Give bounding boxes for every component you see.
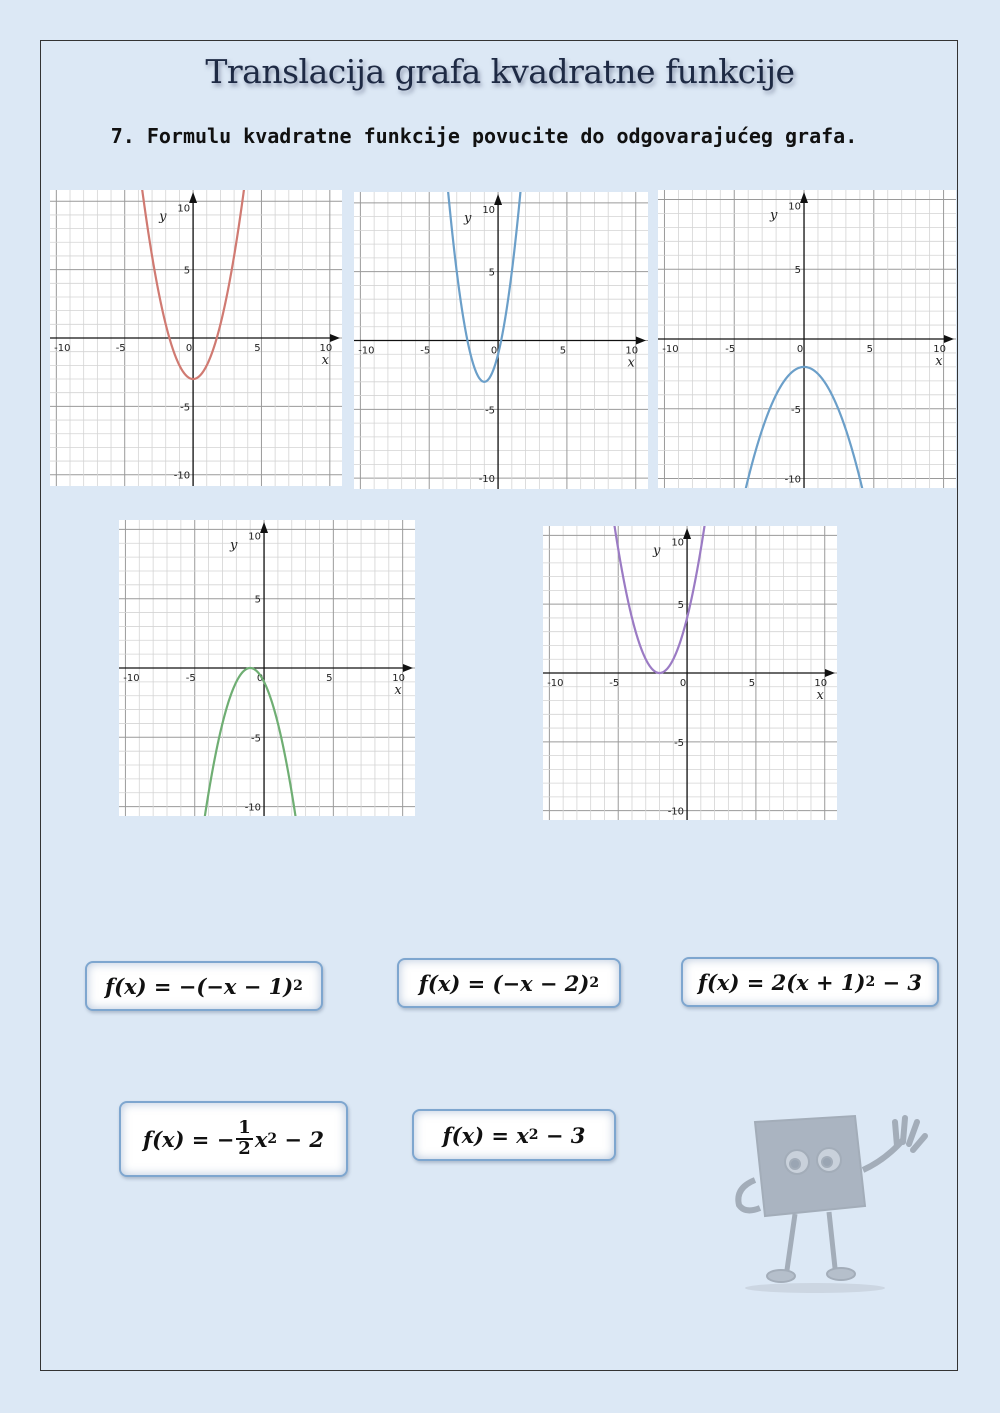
- page-title: Translacija grafa kvadratne funkcije: [205, 52, 795, 91]
- x-axis-arrow: [825, 669, 835, 677]
- x-tick-label: 5: [326, 673, 333, 684]
- graph-blue-down[interactable]: [658, 190, 956, 488]
- y-tick-label: -5: [485, 405, 496, 417]
- x-axis-arrow: [403, 664, 413, 672]
- x-tick-label: 10: [933, 344, 946, 355]
- graph-purple[interactable]: [543, 526, 837, 820]
- formula-3-rest: − 3: [875, 969, 923, 995]
- x-tick-label: -5: [420, 345, 431, 357]
- x-tick-label: 10: [625, 345, 639, 357]
- y-tick-label: 10: [248, 531, 262, 543]
- y-axis-label: y: [464, 211, 472, 227]
- y-tick-label: 5: [794, 265, 802, 277]
- y-tick-label: -10: [173, 470, 191, 482]
- graph-blue-down-plot: [658, 190, 956, 488]
- x-axis-arrow: [944, 335, 954, 343]
- formula-4-numerator: 1: [238, 1117, 251, 1139]
- formula-4-fraction: [236, 1119, 253, 1159]
- x-axis-label: x: [627, 355, 635, 371]
- formula-4-rest: − 2: [277, 1126, 324, 1152]
- formula-5-rest: − 3: [538, 1122, 586, 1148]
- y-tick-label: 5: [254, 594, 262, 606]
- x-tick-label: 0: [796, 344, 804, 355]
- x-tick-label: -10: [662, 344, 679, 355]
- graph-purple-plot: [543, 526, 837, 820]
- x-tick-label: 5: [866, 344, 873, 355]
- formula-card-5[interactable]: [412, 1109, 616, 1161]
- y-axis-arrow: [260, 522, 268, 533]
- formula-3-exp: 2: [865, 974, 876, 990]
- x-tick-label: -10: [547, 678, 564, 689]
- formula-card-4[interactable]: [119, 1101, 348, 1177]
- y-axis-label: y: [230, 537, 238, 553]
- y-axis-arrow: [683, 528, 691, 539]
- x-tick-label: 0: [185, 343, 193, 354]
- x-axis-arrow: [636, 337, 646, 345]
- y-tick-label: -10: [244, 802, 262, 814]
- instruction-text: 7. Formulu kvadratne funkcije povucite do odgovarajućeg grafa.: [110, 124, 858, 148]
- y-tick-label: 10: [482, 204, 496, 216]
- y-tick-label: -5: [180, 402, 191, 414]
- x-tick-label: 10: [392, 673, 406, 684]
- formula-4-var: x: [254, 1126, 268, 1152]
- graph-blue-up[interactable]: [354, 192, 648, 489]
- x-tick-label: 0: [490, 345, 498, 357]
- formula-card-2[interactable]: [397, 958, 621, 1008]
- x-tick-label: -10: [123, 673, 140, 684]
- y-axis-label: y: [770, 207, 778, 223]
- x-axis-label: x: [816, 688, 824, 703]
- y-axis-label: y: [653, 543, 661, 559]
- x-axis-label: x: [935, 354, 943, 369]
- x-tick-label: -5: [609, 678, 620, 689]
- graph-blue-up-plot: [354, 192, 648, 489]
- y-axis-arrow: [494, 194, 502, 205]
- y-tick-label: 10: [671, 537, 685, 549]
- y-tick-label: -5: [674, 737, 685, 749]
- x-tick-label: -5: [185, 673, 196, 684]
- formula-4-denominator: 2: [238, 1138, 251, 1159]
- x-axis-arrow: [330, 334, 340, 342]
- x-tick-label: 0: [256, 673, 264, 684]
- formula-card-1[interactable]: [85, 961, 323, 1011]
- y-axis-arrow: [189, 192, 197, 203]
- y-tick-label: -5: [791, 404, 802, 416]
- formula-3-text: f(x) = 2(x + 1): [697, 969, 866, 995]
- formula-5-exp: 2: [528, 1127, 539, 1143]
- graph-red-plot: [50, 190, 342, 486]
- y-tick-label: -10: [478, 474, 496, 486]
- x-tick-label: -10: [54, 343, 71, 354]
- y-axis-arrow: [800, 192, 808, 203]
- y-axis-label: y: [159, 209, 167, 225]
- x-tick-label: 5: [748, 678, 756, 689]
- y-tick-label: -10: [667, 806, 685, 818]
- y-tick-label: -5: [251, 733, 262, 745]
- formula-4-exp: 2: [267, 1131, 278, 1147]
- x-tick-label: -5: [725, 344, 736, 355]
- formula-card-3[interactable]: [681, 957, 939, 1007]
- graph-green-plot: [119, 520, 415, 816]
- x-axis-label: x: [321, 353, 329, 368]
- mascot-illustration: [725, 1110, 950, 1295]
- y-tick-label: 10: [177, 203, 191, 215]
- x-tick-label: 10: [319, 343, 333, 354]
- formula-1-text: f(x) = −(−x − 1): [105, 973, 294, 999]
- formula-5-text: f(x) = x: [442, 1122, 529, 1148]
- x-axis-label: x: [394, 683, 402, 698]
- y-tick-label: -10: [784, 474, 802, 486]
- graph-green[interactable]: [119, 520, 415, 816]
- x-tick-label: -5: [115, 343, 126, 354]
- x-tick-label: -10: [358, 345, 375, 357]
- graph-red[interactable]: [50, 190, 342, 486]
- x-tick-label: 5: [254, 343, 261, 354]
- y-tick-label: 5: [488, 267, 496, 279]
- formula-1-exp: 2: [293, 978, 303, 994]
- y-tick-label: 5: [677, 600, 685, 612]
- x-tick-label: 0: [679, 678, 687, 689]
- formula-2-text: f(x) = (−x − 2): [418, 970, 590, 996]
- formula-2-exp: 2: [589, 975, 600, 991]
- x-tick-label: 5: [559, 345, 567, 357]
- y-tick-label: 10: [788, 201, 802, 213]
- x-tick-label: 10: [814, 678, 828, 689]
- y-tick-label: 5: [183, 265, 191, 277]
- formula-4-text: f(x) = −: [143, 1126, 235, 1152]
